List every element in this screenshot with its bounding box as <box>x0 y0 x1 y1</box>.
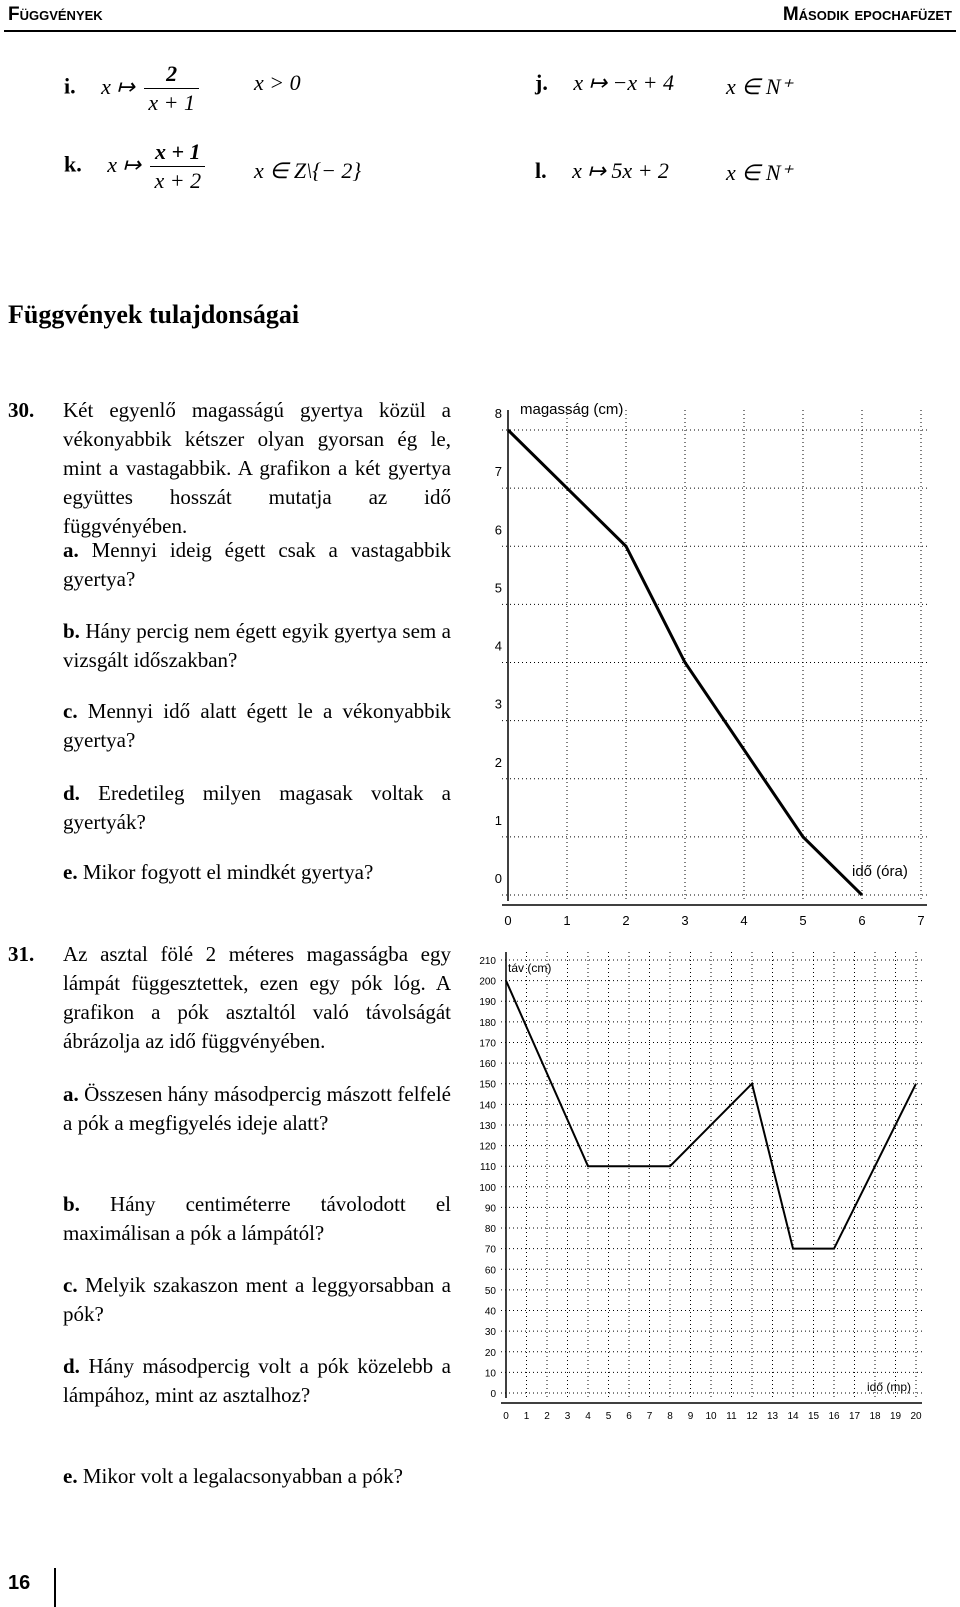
function-j <box>535 70 674 96</box>
function-label: k. <box>64 151 82 177</box>
function-i <box>64 60 203 117</box>
y-tick-label: 4 <box>494 638 502 654</box>
x-tick-label: 1 <box>563 913 571 928</box>
y-tick-label: 170 <box>479 1038 496 1050</box>
function-j-domain: x ∈ N⁺ <box>726 74 793 99</box>
function-k <box>64 138 209 195</box>
x-tick-label: 16 <box>828 1411 840 1422</box>
x-tick-label: 10 <box>705 1411 717 1422</box>
exercise-31-q-d: d. Hány másodpercig volt a pók közelebb a lámpához, mint az asztalhoz? <box>63 1354 452 1407</box>
function-l-domain: x ∈ N⁺ <box>726 160 793 185</box>
x-tick-label: 11 <box>726 1411 737 1422</box>
y-tick-label: 30 <box>484 1327 496 1339</box>
function-label: j. <box>535 70 548 95</box>
candle-height-chart <box>480 392 950 932</box>
y-tick-label: 8 <box>494 406 502 421</box>
fraction-denominator: x + 1 <box>148 90 195 115</box>
spider-distance-chart <box>470 945 950 1425</box>
x-tick-label: 0 <box>504 913 512 928</box>
y-tick-label: 0 <box>490 1389 496 1400</box>
x-tick-label: 19 <box>889 1411 902 1422</box>
page-number-rule <box>54 1568 56 1607</box>
y-tick-label: 130 <box>479 1120 496 1132</box>
x-tick-label: 5 <box>605 1411 612 1422</box>
x-tick-label: 6 <box>858 913 866 928</box>
header-right: Második epochafüzet <box>782 4 952 25</box>
y-axis-label: magasság (cm) <box>520 401 624 418</box>
x-tick-label: 9 <box>687 1411 694 1422</box>
y-tick-label: 1 <box>494 812 502 828</box>
x-tick-label: 0 <box>503 1411 509 1422</box>
exercise-31-intro: Az asztal fölé 2 méteres magasságba egy lámpát függesztettek, ezen egy pók lóg. A grafikon a pók asztaltól való távolságát ábrázolja az idő függvényében. <box>63 942 451 1053</box>
y-tick-label: 20 <box>484 1347 496 1359</box>
function-map: x ↦ <box>107 151 141 177</box>
exercise-30-q-b: b. Hány percig nem égett egyik gyertya sem a vizsgált időszakban? <box>63 619 451 672</box>
x-tick-label: 13 <box>766 1411 779 1422</box>
x-tick-label: 6 <box>626 1411 632 1422</box>
x-tick-label: 4 <box>740 913 748 928</box>
x-tick-label: 3 <box>564 1411 571 1422</box>
exercise-31-q-b: b. Hány centiméterre távolodott el maximálisan a pók a lámpától? <box>63 1192 452 1245</box>
x-tick-label: 5 <box>799 913 807 928</box>
function-expression: x ↦ 5x + 2 <box>572 158 669 183</box>
header-rule <box>4 30 956 32</box>
x-tick-label: 7 <box>917 913 925 928</box>
y-tick-label: 3 <box>494 696 502 712</box>
exercise-30-intro: Két egyenlő magasságú gyertya közül a vékonyabbik kétszer olyan gyorsan ég le, mint a vastagabbik. A grafikon a két gyertya együttes hosszát mutatja az idő függvényében. <box>63 398 451 538</box>
function-fraction <box>144 60 199 117</box>
x-tick-label: 4 <box>585 1411 591 1422</box>
y-tick-label: 70 <box>484 1244 496 1256</box>
y-tick-label: 50 <box>484 1285 496 1297</box>
y-tick-label: 40 <box>484 1306 496 1318</box>
y-tick-label: 150 <box>479 1079 496 1091</box>
exercise-30-q-c: c. Mennyi idő alatt égett le a vékonyabbik gyertya? <box>63 699 452 752</box>
page-number: 16 <box>8 1572 31 1594</box>
y-tick-label: 2 <box>494 754 502 770</box>
x-axis-label: idő (mp) <box>867 1380 912 1394</box>
y-tick-label: 160 <box>479 1059 496 1071</box>
function-k-domain: x ∈ Z\{− 2} <box>254 158 362 183</box>
section-title: Függvények tulajdonságai <box>8 300 300 329</box>
fraction-numerator: 2 <box>144 60 199 89</box>
exercise-30-q-d: d. Eredetileg milyen magasak voltak a gyertyák? <box>63 781 451 834</box>
function-l <box>535 158 669 184</box>
y-tick-label: 6 <box>494 522 502 538</box>
function-i-domain: x > 0 <box>254 70 301 95</box>
y-axis-label: táv (cm) <box>508 961 552 975</box>
y-tick-label: 100 <box>479 1182 496 1194</box>
function-fraction <box>150 138 205 195</box>
function-label: l. <box>535 158 547 183</box>
y-tick-label: 60 <box>484 1265 496 1277</box>
x-tick-label: 3 <box>681 913 689 928</box>
exercise-31-q-c: c. Melyik szakaszon ment a leggyorsabban a pók? <box>63 1273 451 1326</box>
x-tick-label: 20 <box>910 1411 922 1422</box>
x-tick-label: 17 <box>848 1411 861 1422</box>
y-tick-label: 200 <box>479 976 496 988</box>
exercise-30-number: 30. <box>8 398 35 422</box>
x-axis-label: idő (óra) <box>852 863 908 880</box>
y-tick-label: 10 <box>484 1368 496 1380</box>
y-tick-label: 80 <box>484 1224 496 1236</box>
exercise-31-number: 31. <box>8 942 35 966</box>
x-tick-label: 7 <box>646 1411 653 1422</box>
function-expression: x ↦ −x + 4 <box>573 70 674 95</box>
y-tick-label: 7 <box>494 464 502 480</box>
exercise-31-q-a: a. Összesen hány másodpercig mászott felfelé a pók a megfigyelés ideje alatt? <box>63 1082 452 1135</box>
x-tick-label: 2 <box>544 1411 550 1422</box>
exercise-30-q-e: e. Mikor fogyott el mindkét gyertya? <box>63 860 374 884</box>
x-tick-label: 18 <box>869 1411 881 1422</box>
y-tick-label: 180 <box>479 1017 496 1029</box>
fraction-numerator: x + 1 <box>150 138 205 167</box>
y-tick-label: 140 <box>479 1100 496 1112</box>
y-tick-label: 90 <box>484 1203 496 1215</box>
y-tick-label: 190 <box>479 997 496 1009</box>
exercise-30-q-a: a. Mennyi ideig égett csak a vastagabbik gyertya? <box>63 538 452 591</box>
header-left: Függvények <box>8 4 103 25</box>
x-tick-label: 12 <box>746 1411 758 1422</box>
y-tick-label: 110 <box>480 1162 496 1174</box>
y-tick-label: 0 <box>494 871 502 886</box>
fraction-denominator: x + 2 <box>154 168 202 193</box>
x-tick-label: 8 <box>667 1411 673 1422</box>
x-tick-label: 2 <box>622 913 630 928</box>
x-tick-label: 14 <box>787 1411 799 1422</box>
x-tick-label: 15 <box>807 1411 820 1422</box>
x-tick-label: 1 <box>523 1411 530 1422</box>
exercise-31-q-e: e. Mikor volt a legalacsonyabban a pók? <box>63 1464 403 1488</box>
y-tick-label: 210 <box>479 956 496 967</box>
page-header <box>0 0 960 32</box>
y-tick-label: 5 <box>494 580 502 596</box>
function-map: x ↦ <box>101 73 135 99</box>
y-tick-label: 120 <box>479 1141 496 1153</box>
function-label: i. <box>64 73 76 99</box>
